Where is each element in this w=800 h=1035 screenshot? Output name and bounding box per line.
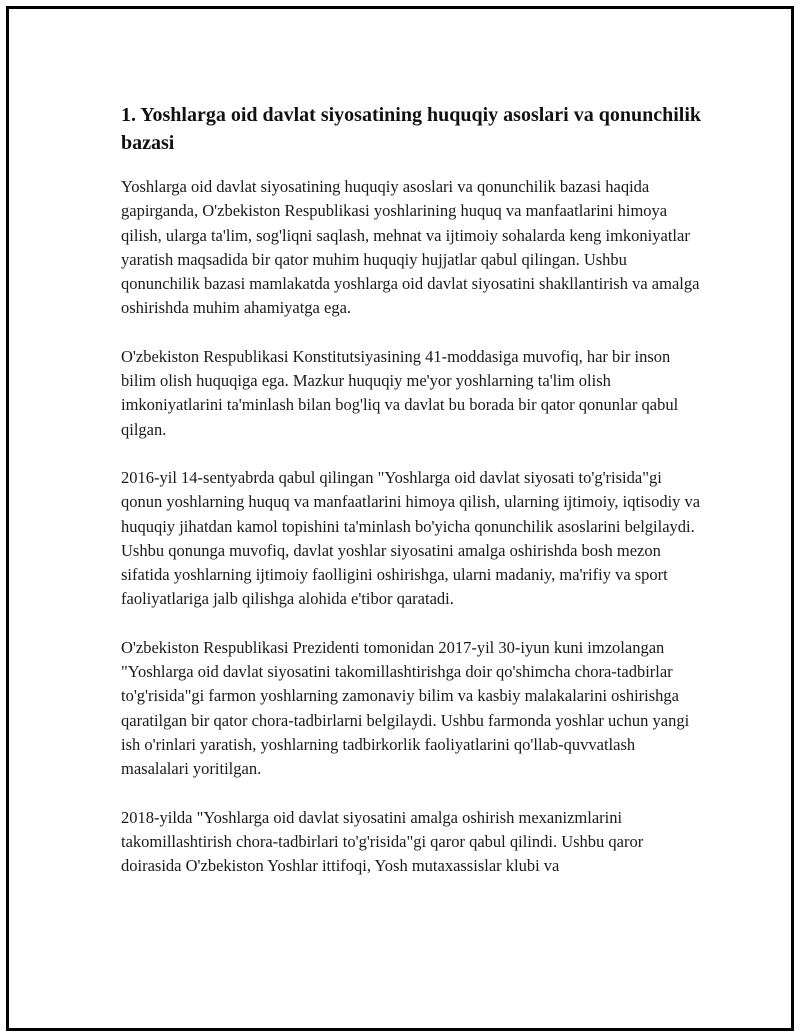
- paragraph-5: 2018-yilda "Yoshlarga oid davlat siyosatini amalga oshirish mexanizmlarini takomillashtirish chora-tadbirlari to'g'risida"gi qaror qabul qilindi. Ushbu qaror doirasida O'zbekiston Yoshlar ittifoqi, Yosh mutaxassislar klubi va: [121, 807, 644, 876]
- document-body: [121, 101, 701, 902]
- paragraph-2: O'zbekiston Respublikasi Konstitutsiyasining 41-moddasiga muvofiq, har bir inson bilim olish huquqiga ega. Mazkur huquqiy me'yor yoshlarning ta'lim olish imkoniyatlarini ta'minlash bilan bog'liq va davlat bu borada bir qator qonunlar qabul qilgan.: [121, 346, 679, 439]
- section-heading: 1. Yoshlarga oid davlat siyosatining huquqiy asoslari va qonunchilik bazasi: [121, 104, 701, 154]
- paragraph-3: 2016-yil 14-sentyabrda qabul qilingan "Yoshlarga oid davlat siyosati to'g'risida"gi qonun yoshlarning huquq va manfaatlarini himoya qilish, ularning ijtimoiy, iqtisodiy va huquqiy jihatdan kamol topishini ta'minlash bo'yicha qonunchilik asoslarini belgilaydi. Ushbu qonunga muvofiq, davlat yoshlar siyosatini amalga oshirishda bosh mezon sifatida yoshlarning ijtimoiy faolligini oshirishga, ularni madaniy, ma'rifiy va sport faoliyatlariga jalb qilishga alohida e'tibor qaratadi.: [121, 467, 701, 609]
- paragraph-4: O'zbekiston Respublikasi Prezidenti tomonidan 2017-yil 30-iyun kuni imzolangan "Yoshlarga oid davlat siyosatini takomillashtirishga doir qo'shimcha chora-tadbirlar to'g'risida"gi farmon yoshlarning zamonaviy bilim va kasbiy malakalarini oshirishga qaratilgan bir qator chora-tadbirlarni belgilaydi. Ushbu farmonda yoshlar uchun yangi ish o'rinlari yaratish, yoshlarning tadbirkorlik faoliyatlarini qo'llab-quvvatlash masalalari yoritilgan.: [121, 637, 690, 779]
- paragraph-1: Yoshlarga oid davlat siyosatining huquqiy asoslari va qonunchilik bazasi haqida gapirganda, O'zbekiston Respublikasi yoshlarining huquq va manfaatlarini himoya qilish, ularga ta'lim, sog'liqni saqlash, mehnat va ijtimoiy sohalarda keng imkoniyatlar yaratish maqsadida bir qator muhim huquqiy hujjatlar qabul qilingan. Ushbu qonunchilik bazasi mamlakatda yoshlarga oid davlat siyosatini shakllantirish va amalga oshirishda muhim ahamiyatga ega.: [121, 177, 700, 318]
- page-frame: [6, 6, 794, 1031]
